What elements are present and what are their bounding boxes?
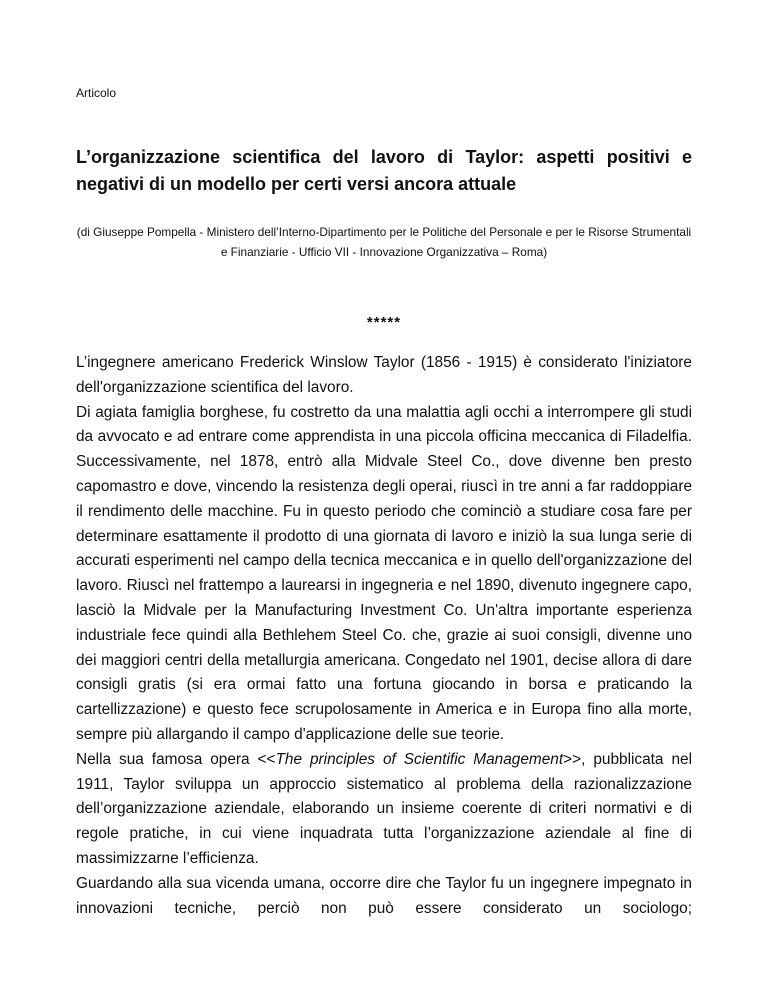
author-byline: (di Giuseppe Pompella - Ministero dell’Interno-Dipartimento per le Politiche del Personale e per le Risorse Strumentali e Finanziarie - Ufficio VII - Innovazione Organizzativa – Roma) (76, 225, 692, 259)
paragraph-intro: L’ingegnere americano Frederick Winslow Taylor (1856 - 1915) è considerato l'iniziatore dell'organizzazione scientifica del lavoro. (76, 354, 692, 396)
paragraph-principles-rest: >>, pubblicata nel 1911, Taylor sviluppa un approccio sistematico al problema della razionalizzazione dell’organizzazione aziendale, elaborando un insieme coerente di criteri normativi e di regole pratiche, in cui viene inquadrata tutta l’organizzazione aziendale al fine di massimizzarne l’efficienza. (76, 750, 692, 867)
paragraph-principles-lead: Nella sua famosa opera << (76, 750, 276, 768)
paragraph-assessment: Guardando alla sua vicenda umana, occorre dire che Taylor fu un ingegnere impegnato in innovazioni tecniche, perciò non può essere considerato un sociologo; (76, 874, 692, 917)
section-label: Articolo (76, 86, 117, 100)
paragraph-biography: Di agiata famiglia borghese, fu costretto da una malattia agli occhi a interrompere gli studi da avvocato e ad entrare come apprendista in una piccola officina meccanica di Filadelfia. Successivamente, nel 1878, entrò alla Midvale Steel Co., dove divenne ben presto capomastro e dove, vincendo la resistenza degli operai, riuscì in tre anni a far raddoppiare il rendimento delle macchine. Fu in questo periodo che cominciò a studiare cosa fare per determinare esattamente il prodotto di una giornata di lavoro e iniziò la sua lunga serie di accurati esperimenti nel campo della tecnica meccanica e in quello dell'organizzazione del lavoro. Riuscì nel frattempo a laurearsi in ingegneria e nel 1890, divenuto ingegnere capo, lasciò la Midvale per la Manufacturing Investment Co. Un'altra importante esperienza industriale fece quindi alla Bethlehem Steel Co. che, grazie ai suoi consigli, divenne uno dei maggiori centri della metallurgia americana. Congedato nel 1901, decise allora di dare consigli gratis (si era ormai fatto una fortuna giocando in borsa e praticando la cartellizzazione) e questo fece scrupolosamente in America e in Europa fino alla morte, sempre più allargando il campo d'applicazione delle sue teorie. (76, 403, 692, 743)
paragraph-principles (76, 748, 692, 872)
article-title: L’organizzazione scientifica del lavoro di Taylor: aspetti positivi e negativi di un modello per certi versi ancora attuale (76, 147, 692, 194)
book-title: The principles of Scientific Management (275, 750, 564, 768)
section-separator: ***** (366, 314, 402, 331)
article-body (76, 351, 692, 921)
